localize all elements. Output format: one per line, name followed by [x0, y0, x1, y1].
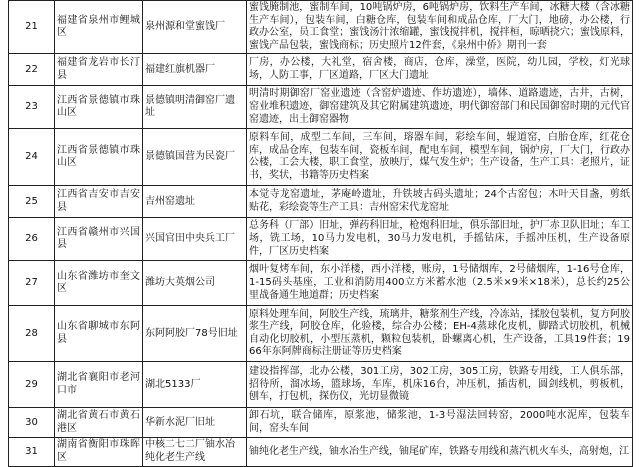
row-number: 27	[9, 261, 55, 306]
table-row	[9, 408, 633, 438]
row-heritage-items: 本觉寺龙窑遗址，茅庵岭遗址，升铁坡古码头遗址；24个古窑包；木叶天目盏，剪纸贴花，彩绘瓷等生产工具：吉州窑宋代龙窑址	[247, 186, 633, 218]
row-heritage-name: 福建红旗机器厂	[143, 54, 247, 86]
row-heritage-name: 兴国官田中央兵工厂	[143, 218, 247, 261]
table-row	[9, 129, 633, 186]
row-number: 26	[9, 218, 55, 261]
row-location: 山东省聊城市东阿县	[55, 306, 143, 362]
row-heritage-items: 铀纯化老生产线，铀水冶生产线，铀尾矿库，铁路专用线和蒸汽机火车头，高射炮，江	[247, 438, 633, 466]
row-location: 山东省潍坊市奎文区	[55, 261, 143, 306]
table-row	[9, 54, 633, 86]
row-heritage-name: 景德镇明清御窑厂遗址	[143, 86, 247, 129]
row-heritage-name: 湖北5133厂	[143, 362, 247, 408]
row-heritage-name: 潍坊大英烟公司	[143, 261, 247, 306]
row-heritage-items: 原料车间，成型二车间，三车间，瑢器车间，彩绘车间，辊道窑，白胎仓库，红花仓库，成品仓库，包装车间，瓷板车间，配电车间，模型车间，锅炉房，厂大门，行政办公楼，工会大楼，职工食堂，放映厅，煤气发生炉；生产设备，生产工具：老照片，证书，奖状，书籍等历史档案	[247, 129, 633, 186]
row-location: 湖南省衡阳市珠晖区	[55, 438, 143, 466]
table-row	[9, 1, 633, 54]
row-location: 江西省景德镇市珠山区	[55, 86, 143, 129]
row-heritage-items: 卸石坑，联合储库，原浆池，储浆池，1-3号湿法回转窑，2000吨水泥库，包装车间，窑头车间	[247, 408, 633, 438]
table-row	[9, 86, 633, 129]
row-number: 22	[9, 54, 55, 86]
row-number: 25	[9, 186, 55, 218]
row-number: 30	[9, 408, 55, 438]
row-heritage-items: 厂房，办公楼，大礼堂，宿舍楼，商店，仓库，澡堂，医院，幼儿园，学校，灯光球场，人防工事，厂区道路，厂区大门遗址	[247, 54, 633, 86]
row-heritage-items: 烟叶复烤车间，东小洋楼，西小洋楼，账房，1号储烟库，2号储烟库，1-16号仓库，1-15码头基座，工业和消防用400立方米蓄水池（2.5米×9米×18米），总长约25公里战备通生地道群；历史档案	[247, 261, 633, 306]
row-heritage-items: 蜜饯腌制池，蜜制车间，10吨锅炉房，6吨锅炉房，饮料生产车间，冰糖大楼（含冰糖生产车间），包装车间，白糖仓库，包装车间和成品仓库，厂大门，地磅，办公楼，行政办公室，员工食堂；蜜饯汤汁浓缩罐，蜜饯搅拌机，搅拌桓，晾晒挠穴；蜜饯原料，蜜饯产品包装，蜜饯商标；历史照片12件套，《泉州中侨》期刊一套	[247, 1, 633, 54]
row-location: 福建省龙岩市长汀县	[55, 54, 143, 86]
row-heritage-name: 景德镇国营为民瓷厂	[143, 129, 247, 186]
industrial-heritage-table	[8, 0, 633, 467]
table-row	[9, 306, 633, 362]
table-row	[9, 261, 633, 306]
row-location: 福建省泉州市鲤城区	[55, 1, 143, 54]
row-heritage-items: 明清时期御窑厂窑业遗迹（含窑炉遗迹、作坊遗迹），墙体、道路遗迹，古井，古树，窑业堆积遗迹，御窑建筑及其它附属建筑遗迹，明代御窑部门和民国御窑时期的元代官窑遗迹，出土御窑器物	[247, 86, 633, 129]
row-number: 31	[9, 438, 55, 466]
row-heritage-items: 总务科（厂部）旧址，弹药科旧址，枪炮科旧址，俱乐部旧址，护厂赤卫队旧址；车工场，铣工场，10马力发电机，30马力发电机，手摇钻床，手摇冲压机，生产设备原件，厂区历史档案	[247, 218, 633, 261]
row-heritage-name: 中核二七二厂铀水冶纯化老生产线	[143, 438, 247, 466]
row-number: 21	[9, 1, 55, 54]
row-heritage-items: 建设指挥部，北办公楼，301工房，302工房，305工房，铁路专用线，工人俱乐部，招待所，溜冰场，篮球场，车库，机床16台，冲压机，插齿机，圆剑线机，剪板机，刨车，打包机，探伤仪，光切显微镜	[247, 362, 633, 408]
row-number: 24	[9, 129, 55, 186]
row-location: 江西省赣州市兴国县	[55, 218, 143, 261]
row-number: 29	[9, 362, 55, 408]
row-heritage-items: 原料处理车间，阿胶生产线，琉璃井，糖浆剂生产线，冷冻站，揉胶包装机，复方阿胶浆生产线，阿胶仓库，化验楼，综合办公楼；EH-4蒸球化皮机，脚踏式切胶机，机械自动化切胶机，小型压蒸机，颗粒包装机，卧螺离心机，生产设备，工具19件套；1966年东阿牌商标注册证等历史档案	[247, 306, 633, 362]
heritage-table-page	[8, 0, 632, 467]
row-heritage-name: 吉州窑遗址	[143, 186, 247, 218]
row-heritage-name: 泉州源和堂蜜饯厂	[143, 1, 247, 54]
row-heritage-name: 东阿阿胶厂78号旧址	[143, 306, 247, 362]
table-row	[9, 186, 633, 218]
table-row	[9, 438, 633, 466]
row-location: 湖北省黄石市黄石港区	[55, 408, 143, 438]
table-body	[9, 1, 633, 467]
row-location: 江西省吉安市吉安县	[55, 186, 143, 218]
table-row	[9, 362, 633, 408]
table-row	[9, 218, 633, 261]
row-location: 江西省景德镇市珠山区	[55, 129, 143, 186]
row-location: 湖北省襄阳市老河口市	[55, 362, 143, 408]
row-heritage-name: 华新水泥厂旧址	[143, 408, 247, 438]
row-number: 23	[9, 86, 55, 129]
row-number: 28	[9, 306, 55, 362]
